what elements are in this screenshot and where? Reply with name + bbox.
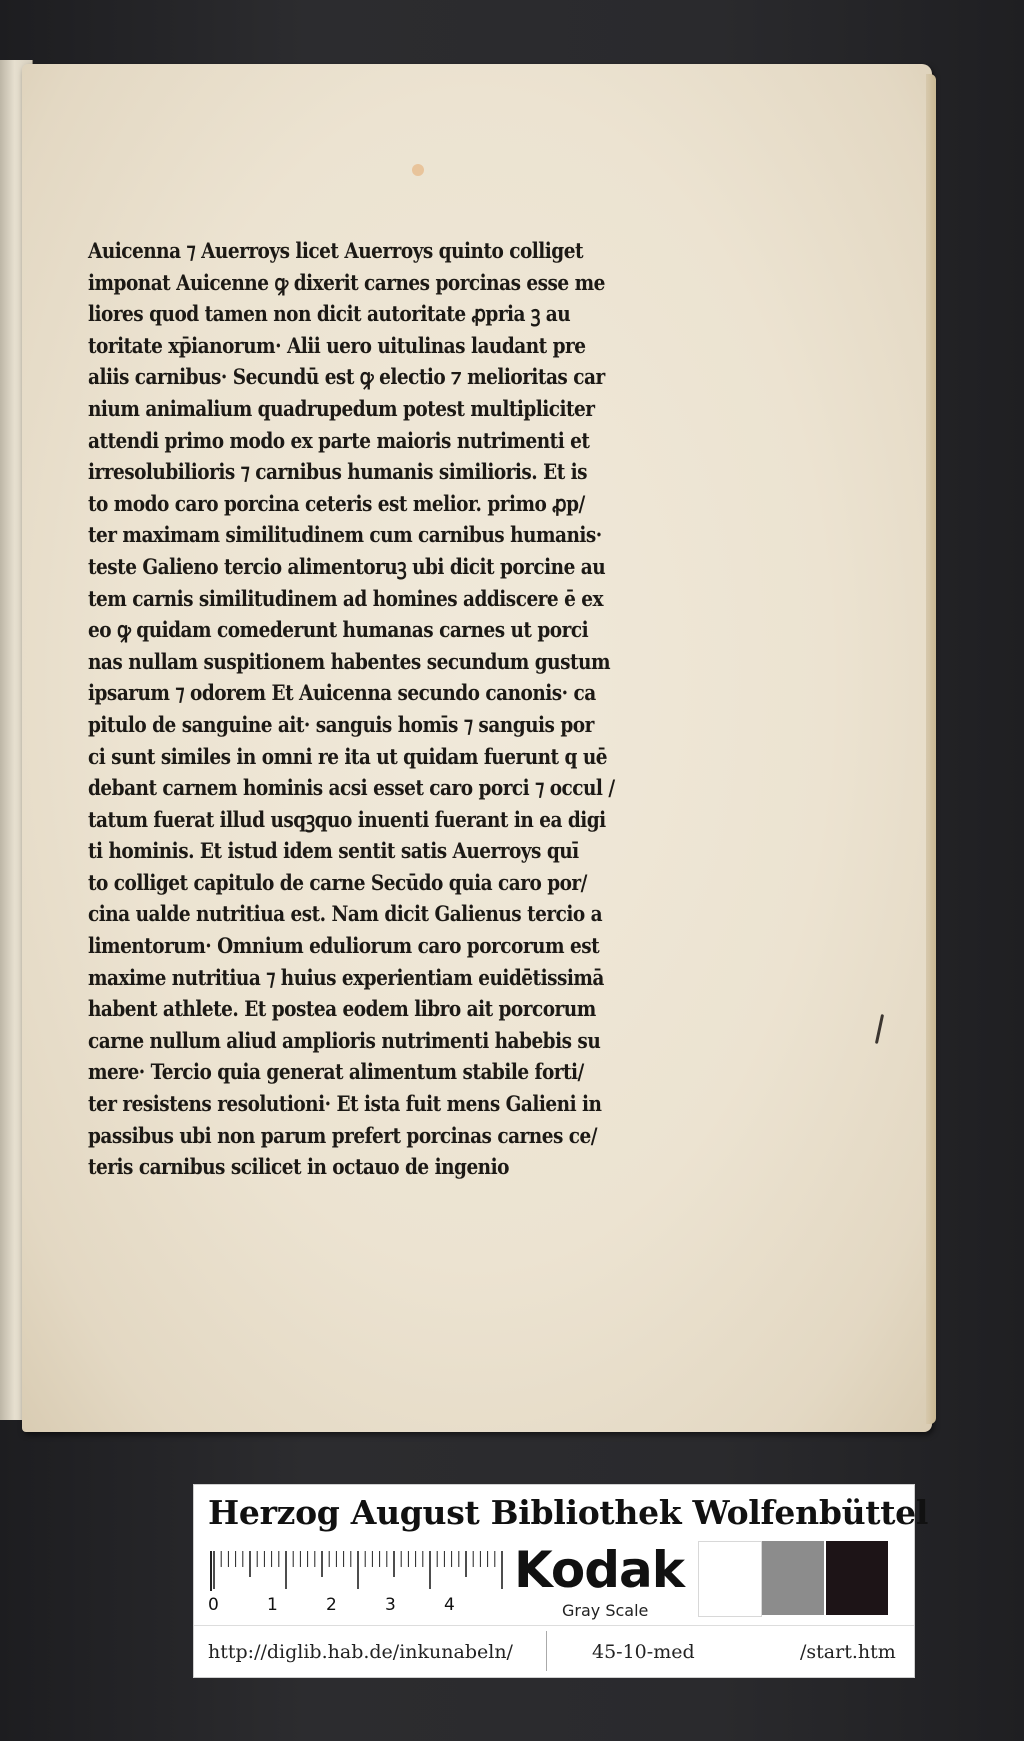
page-fore-edge	[926, 74, 936, 1424]
text-line: aliis carnibus· Secundū est ꝙ electio ⁊ melioritas car	[88, 365, 605, 391]
text-line: maxime nutritiua ⁊ huius experientiam euidētissimā	[88, 965, 604, 991]
url-right: /start.htm	[800, 1641, 896, 1663]
printed-text-block	[88, 236, 688, 1184]
text-line: ci sunt similes in omni re ita ut quidam fuerunt q uē	[88, 744, 608, 770]
measurement-ruler	[210, 1551, 504, 1591]
ruler-number-4: 4	[444, 1595, 455, 1615]
text-line: cina ualde nutritiua est. Nam dicit Galienus tercio a	[88, 902, 603, 928]
url-separator	[546, 1631, 547, 1671]
text-line: teris carnibus scilicet in octauo de ingenio	[88, 1155, 509, 1181]
text-line: tatum fuerat illud usqꝫquo inuenti fuerant in ea digi	[88, 807, 606, 833]
gray-scale-label: Gray Scale	[562, 1601, 649, 1620]
text-line: attendi primo modo ex parte maioris nutrimenti et	[88, 428, 590, 454]
text-line: ipsarum ⁊ odorem Et Auicenna secundo canonis· ca	[88, 681, 596, 707]
text-line: habent athlete. Et postea eodem libro ait porcorum	[88, 997, 596, 1023]
text-line: tem carnis similitudinem ad homines addiscere ē ex	[88, 586, 604, 612]
text-line: Auicenna ⁊ Auerroys licet Auerroys quinto colliget	[88, 239, 583, 264]
text-line: ti hominis. Et istud idem sentit satis Auerroys quī	[88, 839, 579, 865]
text-line: toritate xp̄ianorum· Alii uero uitulinas laudant pre	[88, 333, 586, 359]
text-line: to colliget capitulo de carne Secūdo quia caro por/	[88, 870, 587, 896]
library-title: Herzog August Bibliothek Wolfenbüttel	[208, 1493, 929, 1532]
color-target-card	[193, 1484, 929, 1678]
book-page	[22, 64, 932, 1432]
text-line: ter maximam similitudinem cum carnibus humanis·	[88, 523, 602, 549]
ruler-number-1: 1	[267, 1595, 278, 1615]
ruler-ticks	[212, 1551, 504, 1591]
text-line: carne nullum aliud amplioris nutrimenti habebis su	[88, 1028, 601, 1054]
text-line: liores quod tamen non dicit autoritate ꝓpria ꝫ au	[88, 302, 571, 328]
text-line: nas nullam suspitionem habentes secundum gustum	[88, 649, 610, 675]
ink-mark	[875, 1014, 884, 1044]
kodak-logo: Kodak	[514, 1541, 684, 1599]
text-line: irresolubilioris ⁊ carnibus humanis similioris. Et is	[88, 460, 588, 486]
ruler-number-0: 0	[208, 1595, 219, 1615]
text-line: limentorum· Omnium eduliorum caro porcorum est	[88, 934, 600, 960]
url-left: http://diglib.hab.de/inkunabeln/	[208, 1641, 513, 1663]
black-swatch	[826, 1541, 888, 1615]
url-middle: 45-10-med	[592, 1641, 695, 1663]
ruler-number-2: 2	[326, 1595, 337, 1615]
white-swatch	[698, 1541, 762, 1617]
card-divider	[194, 1625, 914, 1626]
text-line: teste Galieno tercio alimentoruꝫ ubi dicit porcine au	[88, 554, 606, 580]
text-line: ter resistens resolutioni· Et ista fuit mens Galieni in	[88, 1092, 602, 1118]
text-line: mere· Tercio quia generat alimentum stabile forti/	[88, 1060, 584, 1086]
text-line: pitulo de sanguine ait· sanguis homīs ⁊ sanguis por	[88, 712, 594, 738]
text-line: to modo caro porcina ceteris est melior. primo ꝓp/	[88, 491, 585, 517]
gray-swatch	[762, 1541, 824, 1615]
text-line: passibus ubi non parum prefert porcinas carnes ce/	[88, 1123, 597, 1149]
ruler-number-3: 3	[385, 1595, 396, 1615]
text-line: nium animalium quadrupedum potest multipliciter	[88, 396, 595, 422]
text-line: debant carnem hominis acsi esset caro porci ⁊ occul /	[88, 776, 615, 802]
text-line: eo ꝙ quidam comederunt humanas carnes ut porci	[88, 618, 589, 644]
paper-stain	[412, 164, 424, 176]
text-line: imponat Auicenne ꝙ dixerit carnes porcinas esse me	[88, 270, 605, 296]
